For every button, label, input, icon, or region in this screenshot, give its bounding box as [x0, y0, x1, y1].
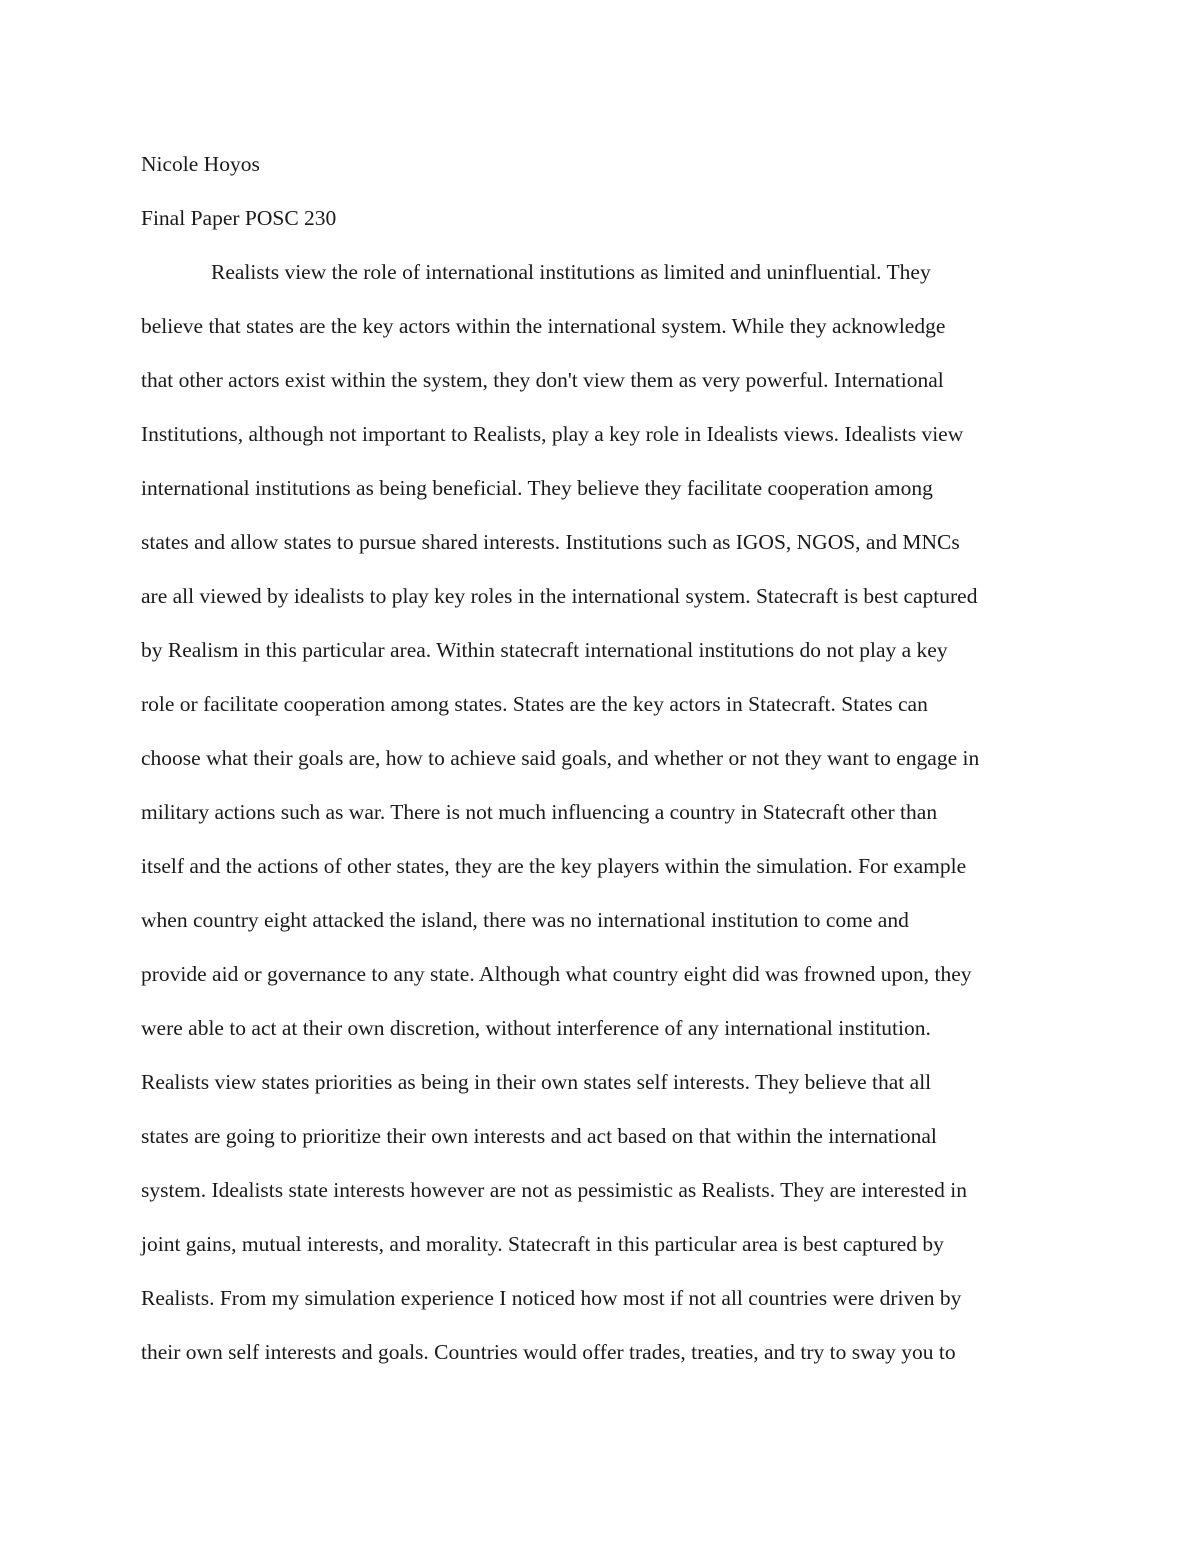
body-line: their own self interests and goals. Countries would offer trades, treaties, and try to sway you to	[141, 1340, 956, 1364]
body-line: that other actors exist within the system, they don't view them as very powerful. International	[141, 368, 944, 392]
body-line: military actions such as war. There is not much influencing a country in Statecraft other than	[141, 800, 938, 824]
body-line: Realists view states priorities as being in their own states self interests. They believe that all	[141, 1070, 932, 1094]
author-name: Nicole Hoyos	[141, 152, 260, 176]
body-line: Institutions, although not important to Realists, play a key role in Idealists views. Idealists view	[141, 422, 964, 446]
course-title: Final Paper POSC 230	[141, 206, 337, 230]
body-line: international institutions as being beneficial. They believe they facilitate cooperation among	[141, 476, 933, 500]
body-line: are all viewed by idealists to play key roles in the international system. Statecraft is best captured	[141, 584, 978, 608]
body-line: role or facilitate cooperation among states. States are the key actors in Statecraft. States can	[141, 692, 928, 716]
document-text	[141, 137, 1071, 1379]
body-line: were able to act at their own discretion, without interference of any international institution.	[141, 1016, 931, 1040]
body-line: Realists view the role of international institutions as limited and uninfluential. They	[211, 260, 931, 284]
body-line: Realists. From my simulation experience I noticed how most if not all countries were driven by	[141, 1286, 962, 1310]
body-line: states are going to prioritize their own interests and act based on that within the international	[141, 1124, 937, 1148]
body-line: when country eight attacked the island, there was no international institution to come and	[141, 908, 909, 932]
body-line: choose what their goals are, how to achieve said goals, and whether or not they want to engage in	[141, 746, 980, 770]
body-paragraph	[141, 245, 1071, 1379]
body-line: states and allow states to pursue shared interests. Institutions such as IGOS, NGOS, and MNCs	[141, 530, 960, 554]
body-line: joint gains, mutual interests, and morality. Statecraft in this particular area is best captured by	[141, 1232, 944, 1256]
body-line: system. Idealists state interests however are not as pessimistic as Realists. They are interested in	[141, 1178, 967, 1202]
body-line: believe that states are the key actors within the international system. While they acknowledge	[141, 314, 946, 338]
body-line: provide aid or governance to any state. Although what country eight did was frowned upon, they	[141, 962, 972, 986]
body-line: itself and the actions of other states, they are the key players within the simulation. For example	[141, 854, 967, 878]
body-line: by Realism in this particular area. Within statecraft international institutions do not play a key	[141, 638, 948, 662]
